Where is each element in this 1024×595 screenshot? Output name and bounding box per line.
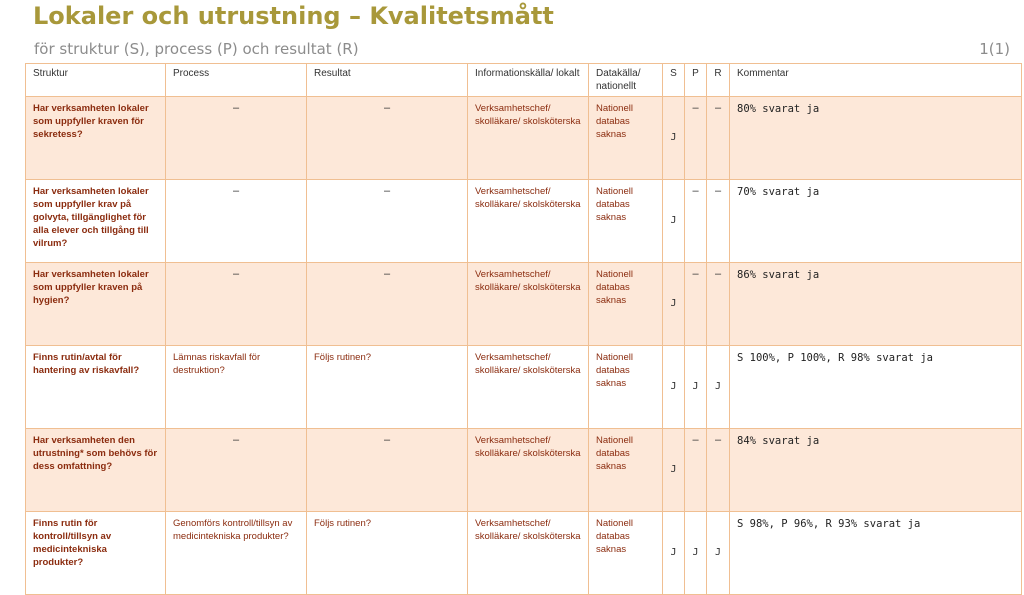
p-flag: – [692,185,699,197]
r-flag: J [714,381,722,392]
header-struktur: Struktur [26,64,166,97]
kommentar-cell: S 98%, P 96%, R 93% svarat ja [730,512,1022,595]
resultat-cell: – [307,263,468,346]
page-number: 1(1) [979,40,1010,58]
process-cell: Lämnas riskavfall för destruktion? [166,346,307,429]
r-cell [707,263,730,346]
resultat-cell: Följs rutinen? [307,346,468,429]
info-cell: Verksamhetschef/ skolläkare/ skolsköterska [468,346,589,429]
header-datakalla: Datakälla/ nationellt [589,64,663,97]
p-cell [685,429,707,512]
data-cell: Nationell databas saknas [589,429,663,512]
p-cell [685,97,707,180]
header-kommentar: Kommentar [730,64,1022,97]
p-flag: – [692,434,699,446]
table-header-row [26,64,1022,97]
r-cell [707,346,730,429]
data-cell: Nationell databas saknas [589,346,663,429]
r-cell [707,180,730,263]
struktur-cell: Har verksamheten lokaler som uppfyller kraven för sekretess? [26,97,166,180]
data-cell: Nationell databas saknas [589,97,663,180]
process-cell: – [166,97,307,180]
r-cell [707,429,730,512]
header-p: P [685,64,707,97]
kommentar-cell: 84% svarat ja [730,429,1022,512]
process-cell: – [166,263,307,346]
page-title: Lokaler och utrustning – Kvalitetsmått [33,2,554,30]
data-cell: Nationell databas saknas [589,512,663,595]
info-cell: Verksamhetschef/ skolläkare/ skolsköterska [468,263,589,346]
r-flag: – [714,268,722,280]
p-cell [685,180,707,263]
r-flag: J [714,547,722,558]
r-flag: – [714,102,722,114]
resultat-cell: – [307,429,468,512]
s-flag: J [670,298,677,309]
kommentar-cell: 70% svarat ja [730,180,1022,263]
kommentar-cell: S 100%, P 100%, R 98% svarat ja [730,346,1022,429]
p-flag: – [692,268,699,280]
process-cell: – [166,180,307,263]
s-flag: J [670,381,677,392]
resultat-cell: Följs rutinen? [307,512,468,595]
kommentar-cell: 80% svarat ja [730,97,1022,180]
process-cell: – [166,429,307,512]
data-cell: Nationell databas saknas [589,180,663,263]
header-process: Process [166,64,307,97]
header-s: S [663,64,685,97]
table-row [26,97,1022,180]
struktur-cell: Har verksamheten lokaler som uppfyller krav på golvyta, tillgänglighet för alla elever och tillgång till vilrum? [26,180,166,263]
table-row [26,263,1022,346]
p-flag: – [692,102,699,114]
s-flag: J [670,215,677,226]
table-row [26,429,1022,512]
s-cell [663,263,685,346]
struktur-cell: Har verksamheten den utrustning* som behövs för dess omfattning? [26,429,166,512]
header-r: R [707,64,730,97]
resultat-cell: – [307,97,468,180]
data-cell: Nationell databas saknas [589,263,663,346]
s-flag: J [670,464,677,475]
s-flag: J [670,132,677,143]
info-cell: Verksamhetschef/ skolläkare/ skolsköterska [468,180,589,263]
struktur-cell: Finns rutin/avtal för hantering av riskavfall? [26,346,166,429]
header-informationskalla: Informationskälla/ lokalt [468,64,589,97]
table-row [26,180,1022,263]
s-cell [663,97,685,180]
info-cell: Verksamhetschef/ skolläkare/ skolsköterska [468,97,589,180]
page-subtitle: för struktur (S), process (P) och resultat (R) [34,40,359,58]
struktur-cell: Har verksamheten lokaler som uppfyller kraven på hygien? [26,263,166,346]
kommentar-cell: 86% svarat ja [730,263,1022,346]
quality-measures-table [25,63,1022,595]
info-cell: Verksamhetschef/ skolläkare/ skolsköterska [468,429,589,512]
r-cell [707,512,730,595]
r-flag: – [714,434,722,446]
r-flag: – [714,185,722,197]
table-row [26,512,1022,595]
s-flag: J [670,547,677,558]
s-cell [663,346,685,429]
p-cell [685,512,707,595]
r-cell [707,97,730,180]
p-cell [685,263,707,346]
table-row [26,346,1022,429]
s-cell [663,429,685,512]
header-resultat: Resultat [307,64,468,97]
p-cell [685,346,707,429]
struktur-cell: Finns rutin för kontroll/tillsyn av medicintekniska produkter? [26,512,166,595]
s-cell [663,512,685,595]
process-cell: Genomförs kontroll/tillsyn av medicintekniska produkter? [166,512,307,595]
p-flag: J [692,381,699,392]
s-cell [663,180,685,263]
info-cell: Verksamhetschef/ skolläkare/ skolsköterska [468,512,589,595]
resultat-cell: – [307,180,468,263]
p-flag: J [692,547,699,558]
